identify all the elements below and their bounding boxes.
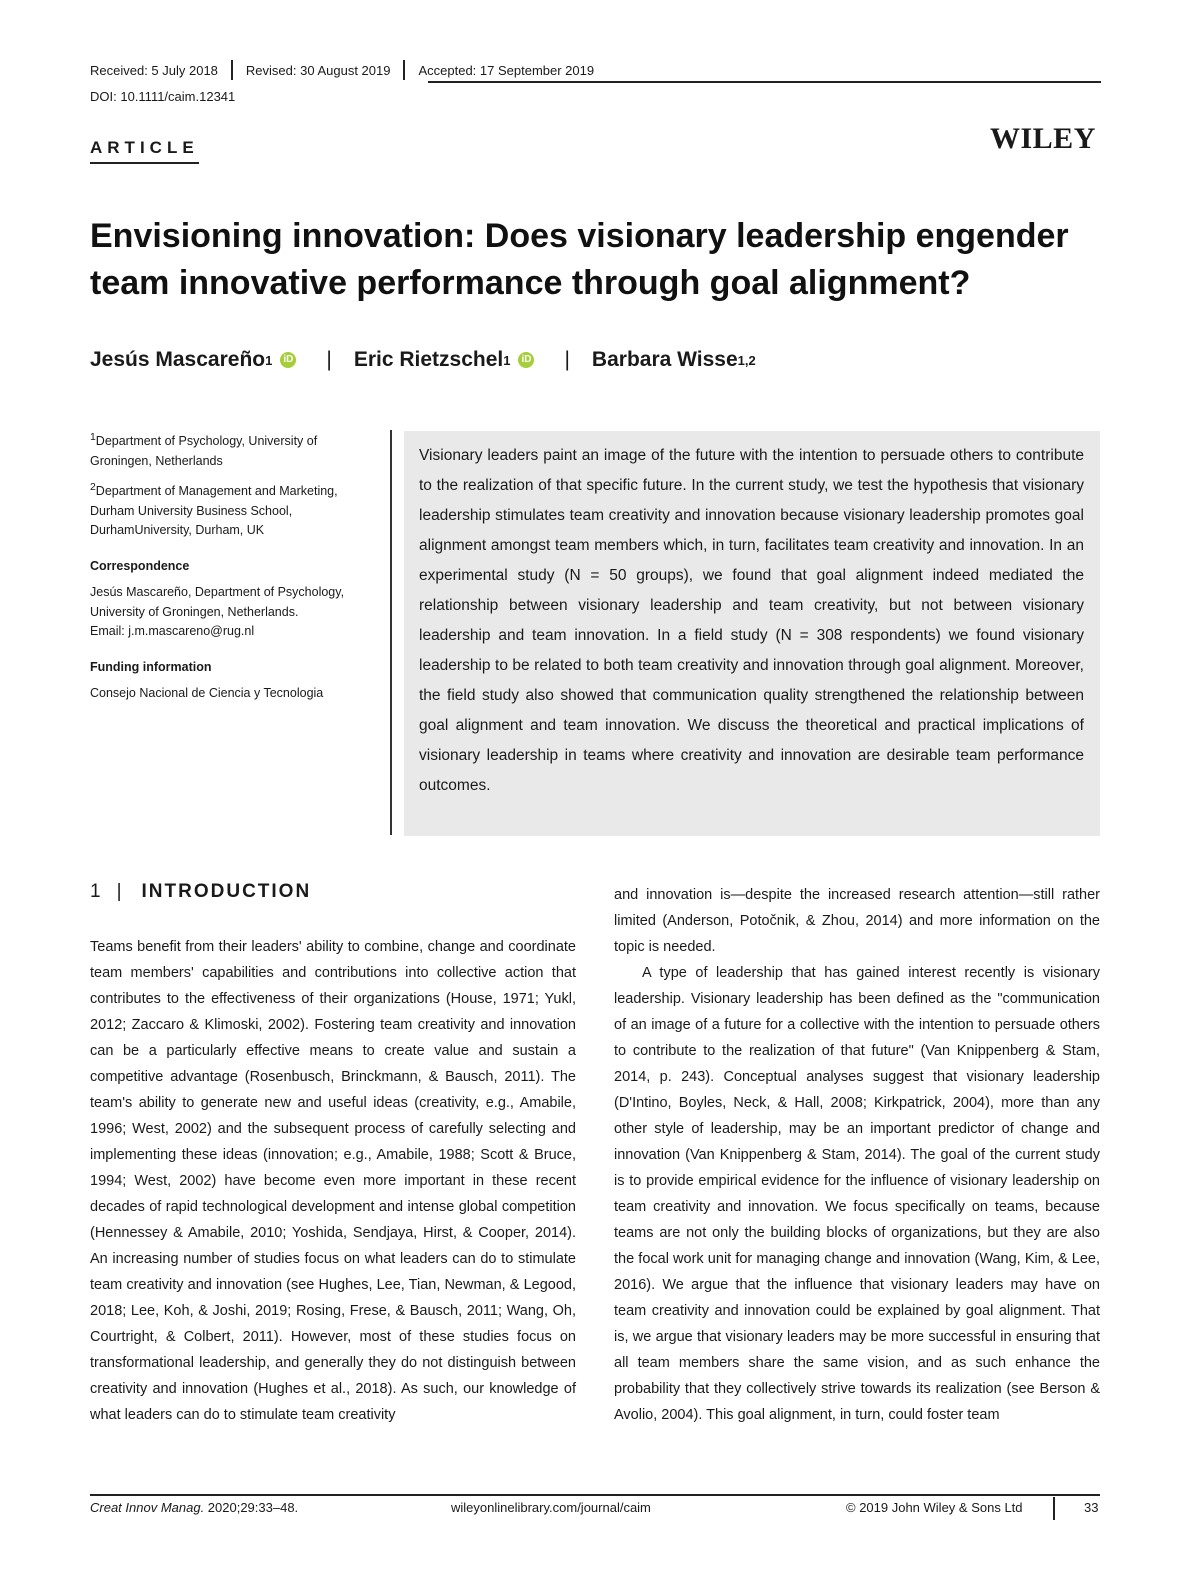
- abstract-box: [404, 431, 1100, 836]
- funding-heading: Funding information: [90, 659, 212, 674]
- author-name[interactable]: Eric Rietzschel: [353, 348, 504, 371]
- article-type-label: ARTICLE: [90, 138, 199, 164]
- correspondence-email[interactable]: Email: j.m.mascareno@rug.nl: [90, 624, 255, 639]
- orcid-icon[interactable]: iD: [280, 352, 296, 368]
- date-divider: [403, 60, 405, 80]
- section-title: INTRODUCTION: [141, 881, 312, 902]
- author-separator: |: [326, 348, 332, 371]
- body-column-right: [614, 882, 1100, 1428]
- affiliations-sidebar: [90, 428, 380, 711]
- body-paragraph: and innovation is—despite the increased research attention—still rather limited (Anderson, Potočnik, & Zhou, 2014) and more information on the topic is needed.: [614, 887, 1100, 955]
- wiley-logo: WILEY: [990, 122, 1096, 155]
- footer-divider: [1053, 1497, 1055, 1520]
- author-name[interactable]: Barbara Wisse: [591, 348, 738, 371]
- author-affiliation-mark: 1: [265, 352, 273, 368]
- author-affiliation-mark: 1: [503, 352, 511, 368]
- abstract-text: Visionary leaders paint an image of the future with the intention to persuade others to contribute to the realization of that specific future. In the current study, we test the hypothesis that visionary leadership stimulates team creativity and innovation because visionary leadership promotes goal alignment amongst team members which, in turn, facilitates team creativity and innovation. In an experimental study (N = 50 groups), we found that goal alignment indeed mediated the relationship between visionary leadership and team creativity, but not between visionary leadership and team innovation. In a field study (N = 308 respondents) we found visionary leadership to be related to both team creativity and innovation through goal alignment. Moreover, the field study also showed that communication quality strengthened the relationship between goal alignment and team innovation. We discuss the theoretical and practical implications of visionary leadership in teams where creativity and innovation are desirable team performance outcomes.: [419, 447, 1084, 794]
- article-dates: [90, 60, 594, 80]
- body-column-left: [90, 934, 576, 1428]
- correspondence-address: Jesús Mascareño, Department of Psychology, University of Groningen, Netherlands.: [90, 585, 345, 619]
- accepted-date: Accepted: 17 September 2019: [418, 62, 595, 78]
- journal-name: Creat Innov Manag.: [90, 1500, 205, 1515]
- section-separator: |: [116, 881, 122, 902]
- funding-text: Consejo Nacional de Ciencia y Tecnologia: [90, 686, 324, 701]
- footer-rule: [90, 1494, 1100, 1496]
- date-divider: [231, 60, 233, 80]
- copyright: © 2019 John Wiley & Sons Ltd: [846, 1500, 1023, 1515]
- affiliation: $^1$Department of Psychology, University of Groningen, Netherlands: [90, 432, 318, 468]
- journal-volume: 2020;29:33–48.: [204, 1500, 299, 1515]
- correspondence-heading: Correspondence: [90, 558, 190, 573]
- author-separator: |: [564, 348, 570, 371]
- author-name[interactable]: Jesús Mascareño: [90, 348, 266, 371]
- footer-citation: [90, 1500, 298, 1515]
- body-paragraph: Teams benefit from their leaders' ability to combine, change and coordinate team members' capabilities and contributions into collective action that contributes to the effectiveness of their organizations (House, 1971; Yukl, 2012; Zaccaro & Klimoski, 2002). Fostering team creativity and innovation can be a particularly effective means to create value and sustain a competitive advantage (Rosenbusch, Brinckmann, & Bausch, 2011). The team's ability to generate new and useful ideas (creativity, e.g., Amabile, 1996; West, 2002) and the subsequent process of carefully selecting and implementing these ideas (innovation; e.g., Amabile, 1988; Scott & Bruce, 1994; West, 2002) have become even more important in these recent decades of rapid technological development and intense global competition (Hennessey & Amabile, 2010; Yoshida, Sendjaya, Hirst, & Cooper, 2014). An increasing number of studies focus on what leaders can do to stimulate team creativity and innovation (see Hughes, Lee, Tian, Newman, & Legood, 2018; Lee, Koh, & Joshi, 2019; Rosing, Frese, & Bausch, 2011; Wang, Oh, Courtright, & Colbert, 2011). However, most of these studies focus on transformational leadership, and generally they do not distinguish between creativity and innovation (Hughes et al., 2018). As such, our knowledge of what leaders can do to stimulate team creativity: [90, 939, 576, 1423]
- orcid-icon[interactable]: iD: [518, 352, 534, 368]
- abstract-divider: [390, 430, 392, 835]
- body-paragraph: A type of leadership that has gained interest recently is visionary leadership. Visionary leadership has been defined as the "communication of an image of a future for a collective with the intention to persuade others to contribute to the realization of that future" (Van Knippenberg & Stam, 2014, p. 243). Conceptual analyses suggest that visionary leadership (D'Intino, Boyles, Neck, & Hall, 2008; Kirkpatrick, 2004), more than any other style of leadership, may be an important predictor of change and innovation (Van Knippenberg & Stam, 2014). The goal of the current study is to provide empirical evidence for the influence of visionary leadership on team creativity and innovation. We focus specifically on teams, because teams are not only the building blocks of organizations, but they are also the focal work unit for managing change and innovation (Wang, Kim, & Lee, 2016). We argue that the influence that visionary leaders may have on team creativity and innovation could be explained by goal alignment. That is, we argue that visionary leaders may be more successful in ensuring that all team members share the same vision, and as such enhance the probability that they collectively strive towards its realization (see Berson & Avolio, 2004). This goal alignment, in turn, could foster team: [614, 965, 1100, 1423]
- author-list: [90, 348, 756, 372]
- received-date: Received: 5 July 2018: [90, 62, 218, 78]
- revised-date: Revised: 30 August 2019: [245, 62, 391, 78]
- affiliation: $^2$Department of Management and Marketing, Durham University Business School, DurhamUniversity, Durham, UK: [90, 482, 338, 538]
- section-number: 1: [90, 881, 101, 902]
- page-number: 33: [1084, 1500, 1099, 1515]
- header-rule: [428, 81, 1101, 83]
- author-affiliation-mark: 1,2: [737, 352, 756, 368]
- paper-title: Envisioning innovation: Does visionary leadership engender team innovative performance through goal alignment?: [90, 217, 1069, 302]
- section-heading: [90, 881, 311, 903]
- doi[interactable]: DOI: 10.1111/caim.12341: [90, 89, 236, 104]
- journal-url[interactable]: wileyonlinelibrary.com/journal/caim: [451, 1500, 651, 1515]
